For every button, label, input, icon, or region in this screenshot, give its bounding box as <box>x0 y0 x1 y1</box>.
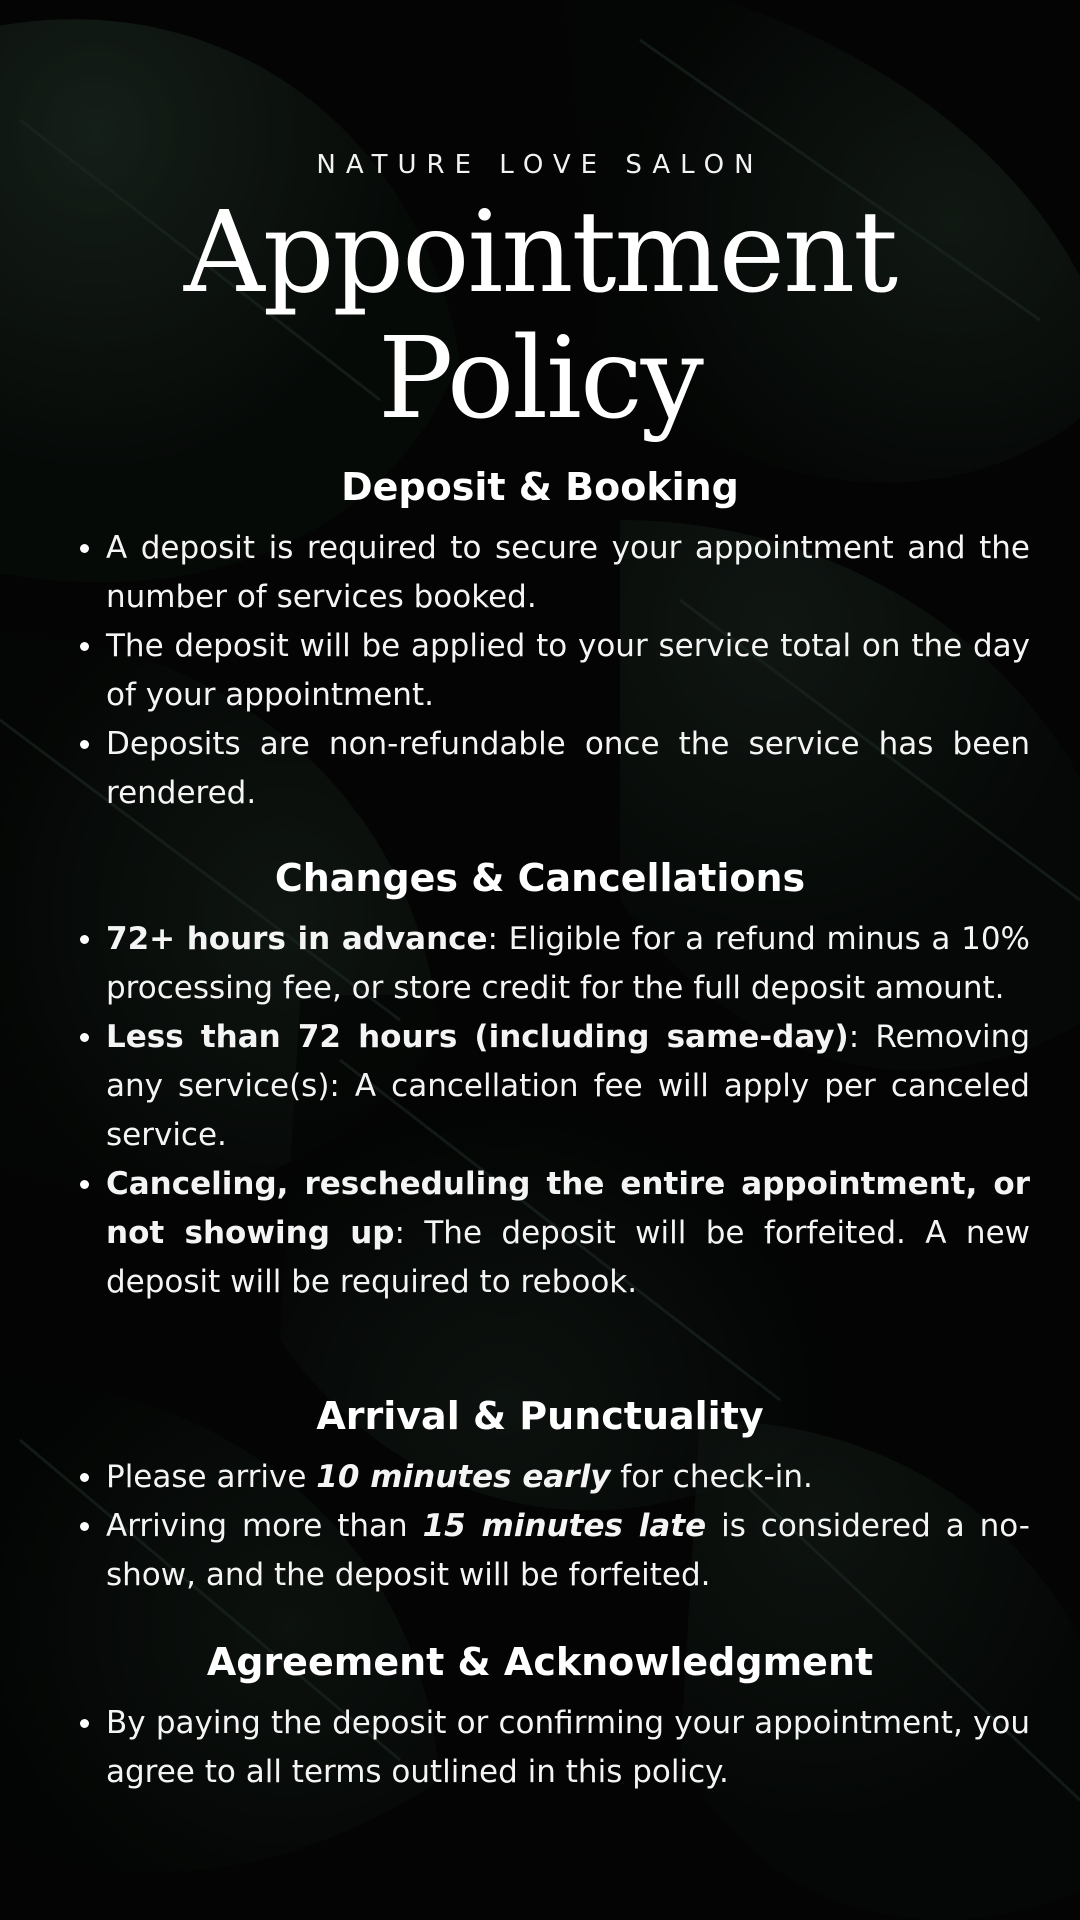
list-item: A deposit is required to secure your appointment and the number of services booked. <box>106 524 1030 622</box>
item-emphasis: 10 minutes early <box>316 1459 611 1495</box>
section-heading: Arrival & Punctuality <box>316 1394 764 1438</box>
list-item: By paying the deposit or confirming your appointment, you agree to all terms outlined in this policy. <box>106 1699 1030 1797</box>
item-emphasis: Less than 72 hours (including same-day) <box>106 1019 849 1055</box>
policy-list <box>0 524 1030 818</box>
page-title <box>0 190 1080 442</box>
policy-list <box>0 915 1030 1307</box>
title-line-2: Policy <box>378 314 702 444</box>
section-agreement-acknowledgment <box>0 1639 1080 1797</box>
list-item: Less than 72 hours (including same-day): Removing any service(s): A cancellation fee will apply per canceled service. <box>106 1013 1030 1160</box>
title-line-1: Appointment <box>183 188 897 318</box>
item-emphasis: 72+ hours in advance <box>106 921 488 957</box>
list-item: Canceling, rescheduling the entire appointment, or not showing up: The deposit will be forfeited. A new deposit will be required to rebook. <box>106 1160 1030 1307</box>
section-heading: Agreement & Acknowledgment <box>206 1640 874 1684</box>
list-item: The deposit will be applied to your service total on the day of your appointment. <box>106 622 1030 720</box>
section-heading: Changes & Cancellations <box>274 856 806 900</box>
section-heading: Deposit & Booking <box>341 465 739 509</box>
brand-name: NATURE LOVE SALON <box>316 150 764 180</box>
list-item: Deposits are non-refundable once the service has been rendered. <box>106 720 1030 818</box>
list-item: Arriving more than 15 minutes late is considered a no-show, and the deposit will be forfeited. <box>106 1502 1030 1600</box>
item-emphasis: Canceling, rescheduling the entire appointment, or not showing up <box>106 1166 1030 1251</box>
list-item: 72+ hours in advance: Eligible for a refund minus a 10% processing fee, or store credit for the full deposit amount. <box>106 915 1030 1013</box>
section-arrival-punctuality <box>0 1393 1080 1600</box>
list-item: Please arrive 10 minutes early for check-in. <box>106 1453 1030 1502</box>
section-deposit-booking <box>0 464 1080 818</box>
section-changes-cancellations <box>0 855 1080 1307</box>
policy-list <box>0 1699 1030 1797</box>
item-emphasis: 15 minutes late <box>422 1508 707 1544</box>
policy-list <box>0 1453 1030 1600</box>
